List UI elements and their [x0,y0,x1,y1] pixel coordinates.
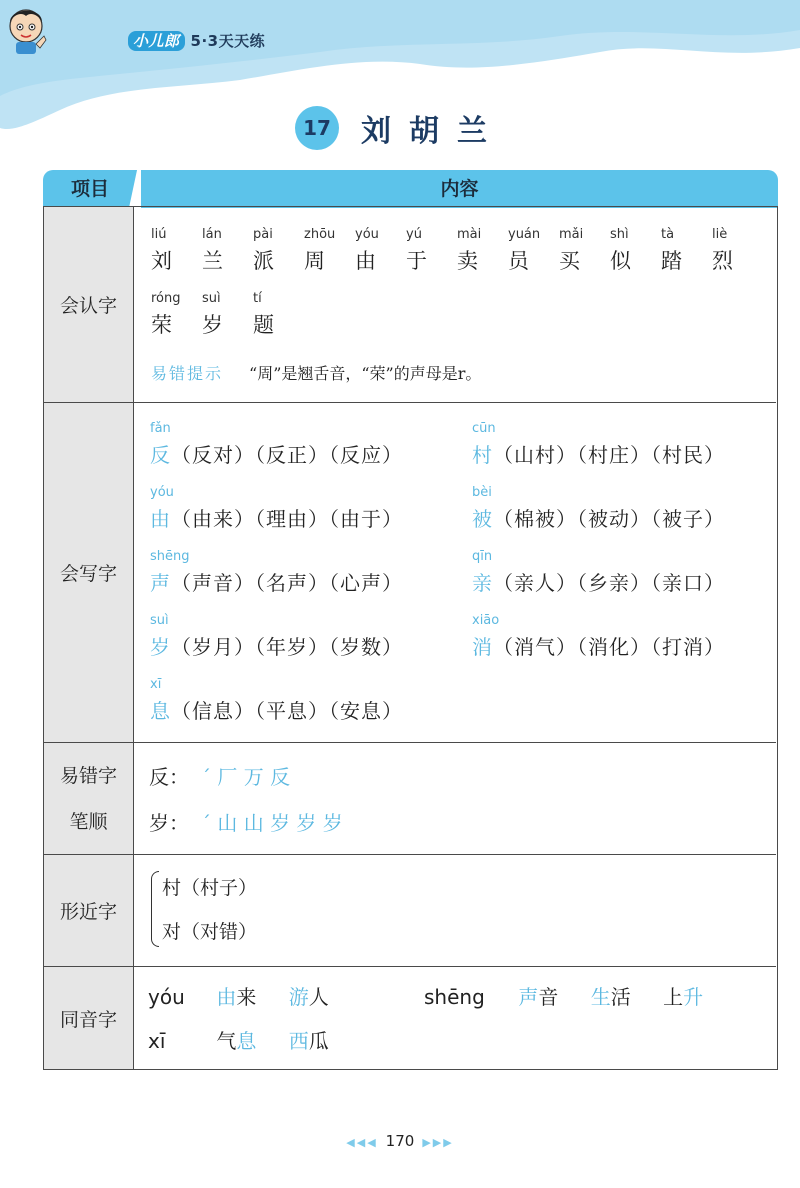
homophone-char: 升 [683,985,704,1009]
similar-item: 村（村子） [162,877,258,899]
recognize-char [712,227,763,275]
homophone-char: 音 [538,985,559,1009]
write-words: （消气）（消化）（打消） [493,635,725,659]
error-tip [151,361,481,384]
write-entry [150,613,403,660]
recognize-char [610,227,661,275]
row-label-stroke [44,743,134,854]
table-row-homophone [44,967,776,1069]
write-line [150,439,403,468]
homophone-char: 人 [308,985,329,1009]
hanzi: 买 [559,249,580,273]
left-arrows-icon: ◀◀◀ [346,1136,378,1149]
hanzi: 于 [406,249,427,273]
similar-content [136,855,776,966]
pinyin: cūn [472,421,496,436]
pinyin: qīn [472,549,493,564]
homophone-char: 来 [236,985,257,1009]
recognize-char [661,227,712,275]
hanzi: 由 [355,249,376,273]
recognize-line-2 [151,291,304,339]
homophone-group-xi [148,1025,329,1054]
lesson-table [43,170,778,1070]
page-footer [0,1132,800,1150]
stroke-steps: ˊ 厂 万 反 [201,765,291,789]
hanzi: 荣 [151,313,172,337]
pinyin: yóu [150,485,174,500]
pinyin: xiāo [472,613,500,628]
pinyin: yóu [355,227,379,242]
homophone-char: 上 [663,985,684,1009]
write-line [472,503,725,532]
write-char: 声 [150,571,171,595]
row-label-stroke-line1: 易错字 [59,764,117,787]
recognize-char [151,227,202,275]
write-words: （由来）（理由）（由于） [171,507,403,531]
row-label-similar: 形近字 [44,855,134,966]
hanzi: 刘 [151,249,172,273]
pinyin: tí [253,291,262,306]
pinyin: fǎn [150,421,171,436]
table-row-recognize [44,207,776,403]
homophone-group-you [148,981,329,1010]
header-content: 内容 [141,170,778,208]
hanzi: 岁 [202,313,223,337]
homophone-char: 气 [216,1029,237,1053]
write-line [472,631,725,660]
write-char: 亲 [472,571,493,595]
tip-text: “周”是翘舌音，“荣”的声母是r。 [249,364,482,383]
write-content [136,403,776,742]
pinyin: liú [151,227,167,242]
stroke-order-item [149,807,343,836]
write-char: 消 [472,635,493,659]
hanzi: 卖 [457,249,478,273]
table-row-similar [44,855,776,967]
write-char: 村 [472,443,493,467]
write-line [472,439,725,468]
hanzi: 兰 [202,249,223,273]
write-line [150,695,403,724]
table-row-write [44,403,776,743]
recognize-char [457,227,508,275]
stroke-content [136,743,776,854]
write-words: （亲人）（乡亲）（亲口） [493,571,725,595]
mascot-boy-icon [0,0,52,56]
lesson-name: 刘胡兰 [361,114,505,149]
stroke-steps: ˊ 山 山 岁 岁 岁 [201,811,343,835]
brand-logo: 小儿郎 [128,31,185,51]
recognize-char [406,227,457,275]
row-label-stroke-line2: 笔顺 [69,810,108,833]
pinyin: liè [712,227,728,242]
write-line [150,503,403,532]
page-number: 170 [385,1132,415,1150]
write-char: 息 [150,699,171,723]
recognize-char [508,227,559,275]
recognize-char [253,291,304,339]
homophone-pinyin: shēng [424,985,485,1009]
table-header [43,170,778,208]
table-body [43,206,778,1070]
hanzi: 踏 [661,249,682,273]
homophone-pinyin: xī [148,1029,166,1053]
pinyin: xī [150,677,162,692]
write-entry [472,549,725,596]
stroke-order-item [149,761,290,790]
homophone-group-sheng [424,981,703,1010]
write-line [150,631,403,660]
homophone-char: 生 [590,985,611,1009]
pinyin: mǎi [559,227,584,242]
homophone-char: 声 [518,985,539,1009]
brand-series: 5·3天天练 [190,32,266,50]
recognize-line-1 [151,227,763,275]
write-entry [150,485,403,532]
pinyin: shēng [150,549,190,564]
stroke-char: 岁： [149,811,189,835]
lesson-number-badge: 17 [295,106,339,150]
homophone-char: 西 [288,1029,309,1053]
pinyin: bèi [472,485,492,500]
recognize-char [355,227,406,275]
pinyin: yú [406,227,422,242]
write-words: （岁月）（年岁）（岁数） [171,635,403,659]
recognize-char [253,227,304,275]
pinyin: tà [661,227,675,242]
write-words: （反对）（反正）（反应） [171,443,403,467]
recognize-char [202,227,253,275]
write-char: 由 [150,507,171,531]
recognize-char [559,227,610,275]
table-row-stroke [44,743,776,855]
homophone-content [136,967,776,1069]
homophone-pinyin: yóu [148,985,185,1009]
pinyin: lán [202,227,222,242]
write-entry [150,549,403,596]
pinyin: mài [457,227,482,242]
lesson-title [0,106,800,150]
pinyin: shì [610,227,629,242]
write-char: 被 [472,507,493,531]
write-entry [472,485,725,532]
homophone-char: 游 [288,985,309,1009]
header-item: 项目 [43,170,137,208]
homophone-char: 由 [216,985,237,1009]
row-label-write: 会写字 [44,403,134,742]
homophone-char: 活 [610,985,631,1009]
right-arrows-icon: ▶▶▶ [422,1136,454,1149]
write-words: （声音）（名声）（心声） [171,571,403,595]
write-line [150,567,403,596]
hanzi: 似 [610,249,631,273]
write-char: 岁 [150,635,171,659]
hanzi: 题 [253,313,274,337]
pinyin: suì [202,291,221,306]
pinyin: zhōu [304,227,336,242]
write-entry [472,421,725,468]
hanzi: 周 [304,249,325,273]
homophone-char: 瓜 [308,1029,329,1053]
write-words: （山村）（村庄）（村民） [493,443,725,467]
pinyin: róng [151,291,181,306]
brace-icon [151,871,159,947]
write-words: （棉被）（被动）（被子） [493,507,725,531]
recognize-char [304,227,355,275]
recognize-char [151,291,202,339]
similar-item: 对（对错） [162,921,258,943]
pinyin: suì [150,613,169,628]
write-line [472,567,725,596]
hanzi: 员 [508,249,529,273]
stroke-char: 反： [149,765,189,789]
hanzi: 派 [253,249,274,273]
hanzi: 烈 [712,249,733,273]
write-entry [150,677,403,724]
write-entry [472,613,725,660]
pinyin: yuán [508,227,541,242]
tip-label: 易错提示 [151,364,224,383]
row-label-homophone: 同音字 [44,967,134,1069]
write-words: （信息）（平息）（安息） [171,699,403,723]
recognize-content [136,207,776,402]
write-entry [150,421,403,468]
brand-title [128,30,265,51]
homophone-char: 息 [236,1029,257,1053]
row-label-recognize: 会认字 [44,207,134,402]
write-char: 反 [150,443,171,467]
recognize-char [202,291,253,339]
pinyin: pài [253,227,273,242]
